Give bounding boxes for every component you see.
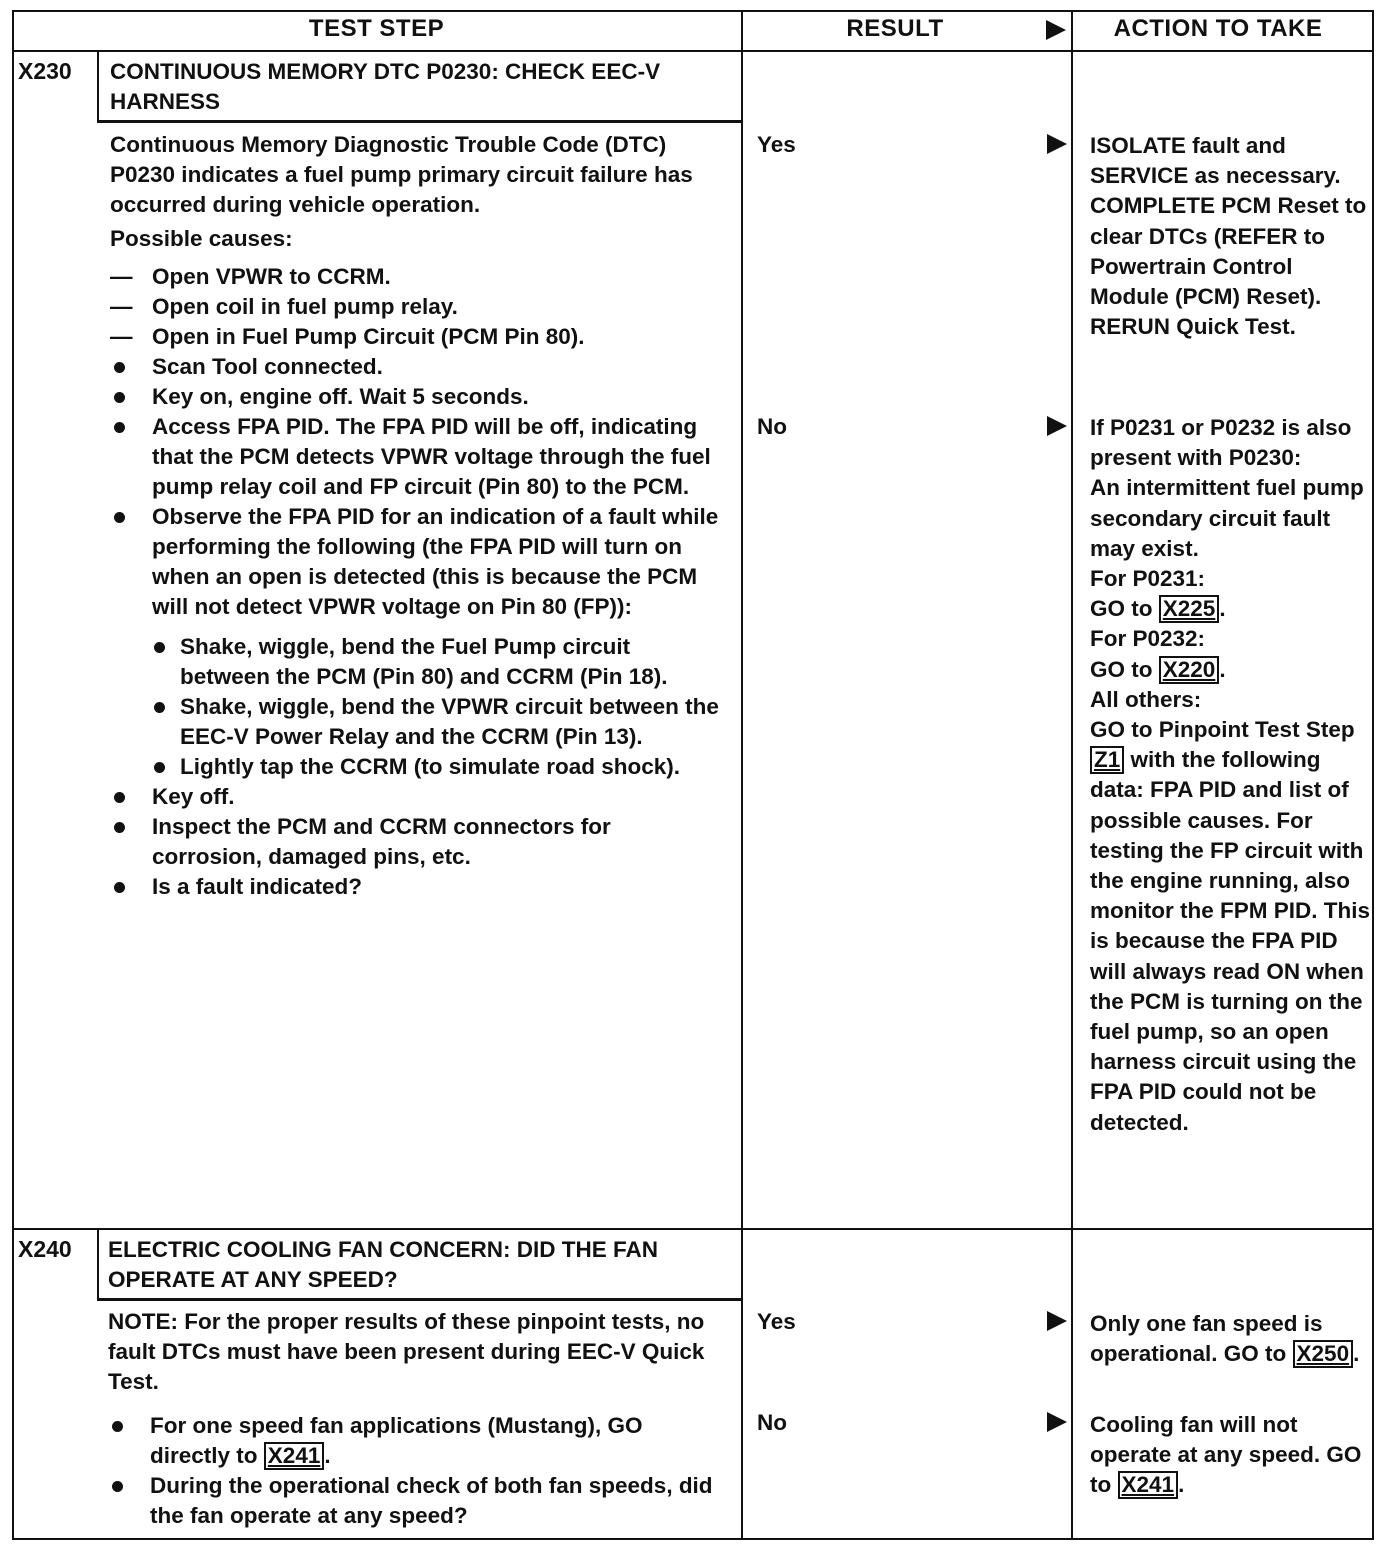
x230-action-no-goto-x220: GO to X220 .	[1090, 656, 1226, 682]
x230-action-no	[1090, 413, 1370, 1138]
x230-result-no: No	[757, 414, 787, 439]
x240-action-yes-text: Only one fan speed is operational. GO to	[1090, 1311, 1323, 1367]
action-column-divider	[1071, 10, 1073, 1540]
x230-step: Inspect the PCM and CCRM connectors for corrosion, damaged pins, etc.	[110, 812, 720, 872]
x230-id-divider	[97, 50, 99, 122]
x230-intro: Continuous Memory Diagnostic Trouble Code (DTC) P0230 indicates a fuel pump primary circuit failure has occurred during vehicle operation.	[110, 132, 693, 217]
ref-x225-link[interactable]: X225	[1159, 595, 1220, 623]
x240-section-divider	[12, 1228, 1374, 1230]
x240-test-step-body	[108, 1307, 723, 1531]
x230-no-arrow-icon	[1047, 416, 1067, 436]
ref-x250-link[interactable]: X250	[1293, 1340, 1354, 1368]
ref-z1-link[interactable]: Z1	[1090, 746, 1124, 774]
x230-cause: — Open VPWR to CCRM.	[110, 262, 720, 292]
pinpoint-prefix: GO to Pinpoint Test Step	[1090, 717, 1355, 743]
x230-title-underline	[97, 120, 743, 123]
x230-step: Observe the FPA PID for an indication of a fault while performing the following (the FPA PID will turn on when an open is detected (this is because the PCM will not detect VPWR voltage on Pin 80 (FP)):	[110, 502, 720, 622]
x240-step-text: For one speed fan applications (Mustang), GO directly to	[150, 1413, 643, 1468]
x230-yes-arrow-icon	[1047, 134, 1067, 154]
x230-action-no-pinpoint	[1090, 715, 1370, 1138]
x230-action-yes: ISOLATE fault and SERVICE as necessary. COMPLETE PCM Reset to clear DTCs (REFER to Powertrain Control Module (PCM) Reset). RERUN Quick Test.	[1090, 133, 1367, 340]
x230-step: Access FPA PID. The FPA PID will be off, indicating that the PCM detects VPWR voltage through the fuel pump relay coil and FP circuit (Pin 80) to the PCM.	[110, 412, 720, 502]
x240-no-arrow-icon	[1047, 1412, 1067, 1432]
step-id-x230: X230	[18, 58, 72, 84]
x230-cause: — Open in Fuel Pump Circuit (PCM Pin 80).	[110, 322, 720, 352]
x240-note: NOTE: For the proper results of these pinpoint tests, no fault DTCs must have been present during EEC-V Quick Test.	[108, 1309, 705, 1394]
step-title-x240: ELECTRIC COOLING FAN CONCERN: DID THE FAN OPERATE AT ANY SPEED?	[108, 1237, 658, 1292]
x240-yes-arrow-icon	[1047, 1311, 1067, 1331]
x230-test-step-body	[110, 130, 720, 902]
x240-action-yes: Only one fan speed is operational. GO to X250 .	[1090, 1311, 1360, 1367]
x230-substep: Lightly tap the CCRM (to simulate road shock).	[152, 752, 720, 782]
x230-action-no-for-p0231: For P0231:	[1090, 566, 1206, 592]
header-action: ACTION TO TAKE	[1113, 15, 1323, 42]
x240-title-underline	[97, 1298, 743, 1301]
header-arrow-icon	[1046, 20, 1066, 40]
step-id-x240: X240	[18, 1236, 72, 1262]
x240-action-no-text: Cooling fan will not operate at any speed. GO to	[1090, 1412, 1362, 1498]
x230-step: Key on, engine off. Wait 5 seconds.	[110, 382, 720, 412]
x230-question: Is a fault indicated?	[110, 872, 720, 902]
x240-steps-list	[108, 1411, 723, 1531]
x240-action-no: Cooling fan will not operate at any speed. GO to X241 .	[1090, 1412, 1362, 1498]
goto-label: GO to	[1090, 656, 1153, 682]
x240-result-no: No	[757, 1410, 787, 1435]
x230-substep: Shake, wiggle, bend the VPWR circuit between the EEC-V Power Relay and the CCRM (Pin 13).	[152, 692, 720, 752]
x240-result-yes: Yes	[757, 1309, 796, 1334]
x240-question: During the operational check of both fan speeds, did the fan operate at any speed?	[108, 1471, 723, 1531]
x230-result-yes: Yes	[757, 132, 796, 157]
x230-substeps-list	[152, 632, 720, 782]
x230-action-no-intermittent: An intermittent fuel pump secondary circuit fault may exist.	[1090, 475, 1364, 561]
x230-step: Key off.	[110, 782, 720, 812]
x230-step: Scan Tool connected.	[110, 352, 720, 382]
header-result: RESULT	[846, 15, 944, 42]
result-column-divider	[741, 10, 743, 1540]
x230-substeps-container	[110, 632, 720, 782]
header-divider	[12, 50, 1374, 52]
x230-action-no-for-p0232: For P0232:	[1090, 626, 1206, 652]
ref-x241b-link[interactable]: X241	[1118, 1471, 1179, 1499]
x240-step: For one speed fan applications (Mustang), GO directly to X241 .	[108, 1411, 723, 1471]
step-title-x230: CONTINUOUS MEMORY DTC P0230: CHECK EEC-V HARNESS	[110, 59, 661, 114]
pinpoint-suffix: with the following data: FPA PID and list of possible causes. For testing the FP circuit with the engine running, also monitor the FPM PID. This is because the FPA PID will always read ON when the PCM is turning on the fuel pump, so an open harness circuit using the FPA PID could not be detected.	[1090, 747, 1370, 1135]
x230-causes-list	[110, 262, 720, 902]
x230-cause: — Open coil in fuel pump relay.	[110, 292, 720, 322]
x230-substep: Shake, wiggle, bend the Fuel Pump circuit between the PCM (Pin 80) and CCRM (Pin 18).	[152, 632, 720, 692]
x230-action-no-condition: If P0231 or P0232 is also present with P0230:	[1090, 415, 1352, 471]
x230-possible-causes-label: Possible causes:	[110, 226, 293, 251]
x240-id-divider	[97, 1228, 99, 1300]
x230-action-no-all-others: All others:	[1090, 686, 1202, 712]
ref-x220-link[interactable]: X220	[1159, 656, 1220, 684]
goto-label: GO to	[1090, 596, 1153, 622]
ref-x241-link[interactable]: X241	[264, 1442, 325, 1470]
header-test-step: TEST STEP	[308, 15, 445, 42]
x230-action-no-goto-x225: GO to X225 .	[1090, 596, 1226, 622]
